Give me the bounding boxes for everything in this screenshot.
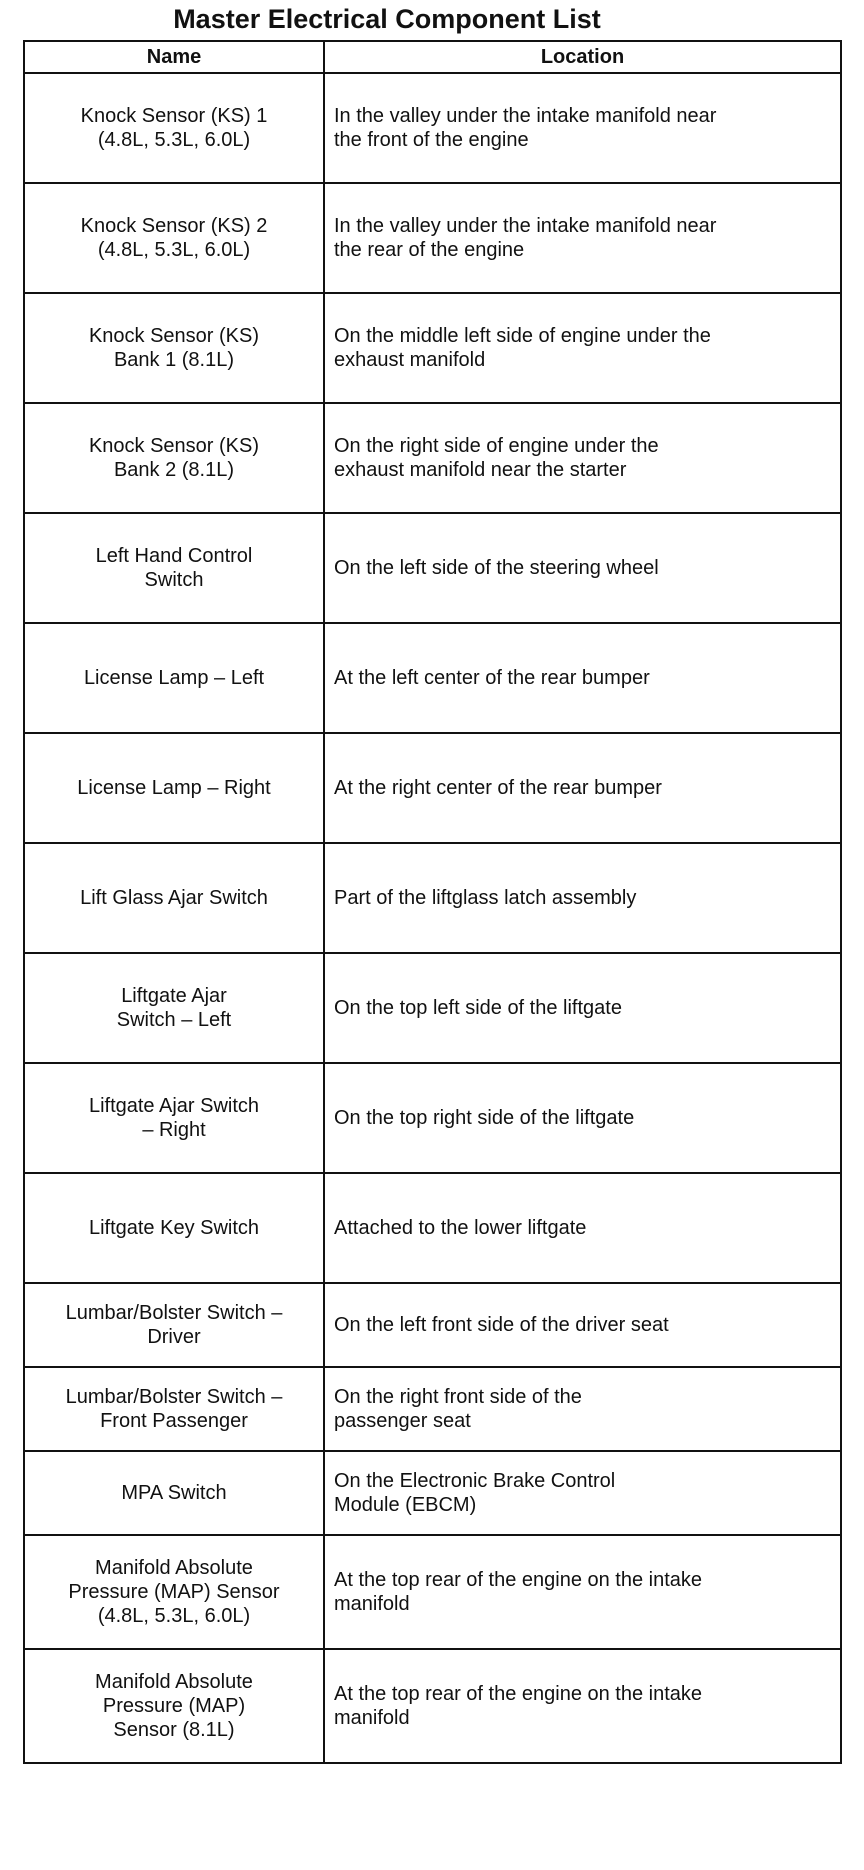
table-row — [24, 1173, 841, 1283]
header-name: Name — [24, 41, 324, 73]
table-row — [24, 73, 841, 183]
component-name: Liftgate Ajar Switch – Right — [24, 1063, 324, 1173]
table-row — [24, 513, 841, 623]
table-header-row — [24, 41, 841, 73]
component-name: Liftgate Key Switch — [24, 1173, 324, 1283]
component-name: Knock Sensor (KS) Bank 1 (8.1L) — [24, 293, 324, 403]
component-location: In the valley under the intake manifold near the front of the engine — [324, 73, 841, 183]
table-row — [24, 1451, 841, 1535]
component-name: Knock Sensor (KS) Bank 2 (8.1L) — [24, 403, 324, 513]
component-name: License Lamp – Left — [24, 623, 324, 733]
component-name: MPA Switch — [24, 1451, 324, 1535]
table-row — [24, 843, 841, 953]
table-row — [24, 1283, 841, 1367]
component-location: On the top right side of the liftgate — [324, 1063, 841, 1173]
component-location: At the left center of the rear bumper — [324, 623, 841, 733]
component-location: On the left side of the steering wheel — [324, 513, 841, 623]
component-location: In the valley under the intake manifold near the rear of the engine — [324, 183, 841, 293]
table-row — [24, 953, 841, 1063]
component-location: On the middle left side of engine under the exhaust manifold — [324, 293, 841, 403]
component-location: At the top rear of the engine on the intake manifold — [324, 1535, 841, 1649]
component-location: On the right side of engine under the exhaust manifold near the starter — [324, 403, 841, 513]
component-name: Manifold Absolute Pressure (MAP) Sensor (8.1L) — [24, 1649, 324, 1763]
component-name: License Lamp – Right — [24, 733, 324, 843]
component-name: Manifold Absolute Pressure (MAP) Sensor (4.8L, 5.3L, 6.0L) — [24, 1535, 324, 1649]
table-row — [24, 403, 841, 513]
component-name: Lift Glass Ajar Switch — [24, 843, 324, 953]
component-location: On the top left side of the liftgate — [324, 953, 841, 1063]
table-row — [24, 293, 841, 403]
component-name: Knock Sensor (KS) 1 (4.8L, 5.3L, 6.0L) — [24, 73, 324, 183]
table-row — [24, 1649, 841, 1763]
header-location: Location — [324, 41, 841, 73]
page-title: Master Electrical Component List — [173, 4, 601, 34]
component-location: Part of the liftglass latch assembly — [324, 843, 841, 953]
component-table — [23, 40, 842, 1764]
table-row — [24, 733, 841, 843]
component-name: Lumbar/Bolster Switch – Driver — [24, 1283, 324, 1367]
component-location: At the right center of the rear bumper — [324, 733, 841, 843]
component-name: Lumbar/Bolster Switch – Front Passenger — [24, 1367, 324, 1451]
component-location: Attached to the lower liftgate — [324, 1173, 841, 1283]
component-name: Liftgate Ajar Switch – Left — [24, 953, 324, 1063]
table-row — [24, 623, 841, 733]
component-location: On the right front side of the passenger seat — [324, 1367, 841, 1451]
component-name: Left Hand Control Switch — [24, 513, 324, 623]
table-row — [24, 1367, 841, 1451]
table-row — [24, 1535, 841, 1649]
component-name: Knock Sensor (KS) 2 (4.8L, 5.3L, 6.0L) — [24, 183, 324, 293]
table-row — [24, 1063, 841, 1173]
component-location: On the left front side of the driver seat — [324, 1283, 841, 1367]
component-location: On the Electronic Brake Control Module (EBCM) — [324, 1451, 841, 1535]
table-row — [24, 183, 841, 293]
component-location: At the top rear of the engine on the intake manifold — [324, 1649, 841, 1763]
